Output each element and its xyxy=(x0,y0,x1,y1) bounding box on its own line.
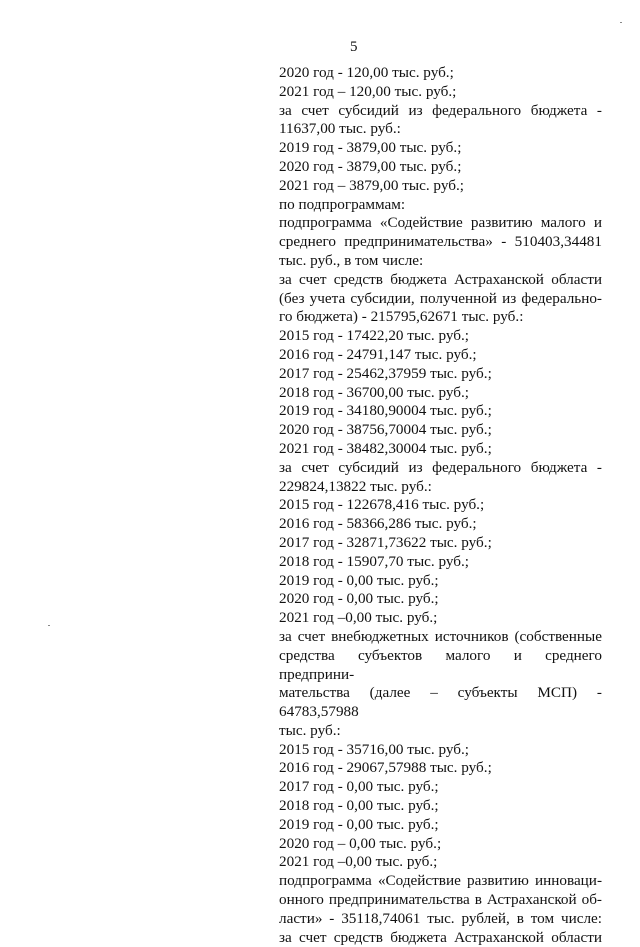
text-line: 2019 год - 0,00 тыс. руб.; xyxy=(279,571,439,589)
text-line: мательства (далее – субъекты МСП) - 64783,57988 xyxy=(279,684,602,721)
text-line: 2017 год - 25462,37959 тыс. руб.; xyxy=(279,364,492,382)
body-text-column xyxy=(279,64,602,947)
text-line: 2015 год - 17422,20 тыс. руб.; xyxy=(279,327,470,345)
text-line: ласти» - 35118,74061 тыс. рублей, в том числе: xyxy=(279,909,602,927)
text-line: 2020 год - 120,00 тыс. руб.; xyxy=(279,64,454,81)
text-line: среднего предпринимательства» - 510403,34481 xyxy=(279,233,602,251)
text-line: 2021 год – 3879,00 тыс. руб.; xyxy=(279,176,464,194)
text-line: 2021 год –0,00 тыс. руб.; xyxy=(279,609,438,627)
page-number: 5 xyxy=(350,39,358,55)
text-line: 2021 год –0,00 тыс. руб.; xyxy=(279,853,438,871)
text-line: 229824,13822 тыс. руб.: xyxy=(279,477,432,495)
text-line: 2020 год - 3879,00 тыс. руб.; xyxy=(279,157,462,175)
text-line: 2016 год - 58366,286 тыс. руб.; xyxy=(279,515,477,533)
text-line: 2019 год - 3879,00 тыс. руб.; xyxy=(279,139,462,157)
text-line: 2020 год – 0,00 тыс. руб.; xyxy=(279,834,442,852)
text-line: 2019 год - 34180,90004 тыс. руб.; xyxy=(279,402,492,420)
text-line: тыс. руб.: xyxy=(279,721,341,739)
scan-artifact xyxy=(48,625,50,626)
text-line: по подпрограммам: xyxy=(279,195,406,213)
text-line: 2021 год – 120,00 тыс. руб.; xyxy=(279,82,457,100)
text-line: за счет средств бюджета Астраханской области xyxy=(279,270,602,288)
text-line: 2018 год - 36700,00 тыс. руб.; xyxy=(279,383,470,401)
text-line: тыс. руб., в том числе: xyxy=(279,251,424,269)
text-line: за счет субсидий из федерального бюджета - xyxy=(279,101,602,119)
text-line: 2018 год - 0,00 тыс. руб.; xyxy=(279,797,439,815)
text-line: средства субъектов малого и среднего предприни- xyxy=(279,646,602,683)
text-line: 2020 год - 0,00 тыс. руб.; xyxy=(279,590,439,608)
text-line: подпрограмма «Содействие развитию малого и xyxy=(279,214,602,232)
text-line: 11637,00 тыс. руб.: xyxy=(279,120,401,138)
text-line: 2020 год - 38756,70004 тыс. руб.; xyxy=(279,421,492,439)
text-line: 2017 год - 0,00 тыс. руб.; xyxy=(279,778,439,796)
text-line: 2019 год - 0,00 тыс. руб.; xyxy=(279,815,439,833)
text-line: 2015 год - 122678,416 тыс. руб.; xyxy=(279,496,485,514)
text-line: (без учета субсидии, полученной из федерально- xyxy=(279,289,602,307)
text-line: 2018 год - 15907,70 тыс. руб.; xyxy=(279,552,470,570)
text-line: онного предпринимательства в Астраханской об- xyxy=(279,891,602,909)
text-line: 2015 год - 35716,00 тыс. руб.; xyxy=(279,740,470,758)
text-line: за счет субсидий из федерального бюджета - xyxy=(279,458,602,476)
text-line: подпрограмма «Содействие развитию инноваци- xyxy=(279,872,602,890)
text-line: 2021 год - 38482,30004 тыс. руб.; xyxy=(279,439,492,457)
scan-artifact xyxy=(620,22,622,23)
text-line: 2016 год - 24791,147 тыс. руб.; xyxy=(279,345,477,363)
text-line: за счет внебюджетных источников (собственные xyxy=(279,627,602,645)
text-line: 2016 год - 29067,57988 тыс. руб.; xyxy=(279,759,492,777)
text-line: 2017 год - 32871,73622 тыс. руб.; xyxy=(279,533,492,551)
text-line: за счет средств бюджета Астраханской области xyxy=(279,928,602,946)
text-line: го бюджета) - 215795,62671 тыс. руб.: xyxy=(279,308,524,326)
